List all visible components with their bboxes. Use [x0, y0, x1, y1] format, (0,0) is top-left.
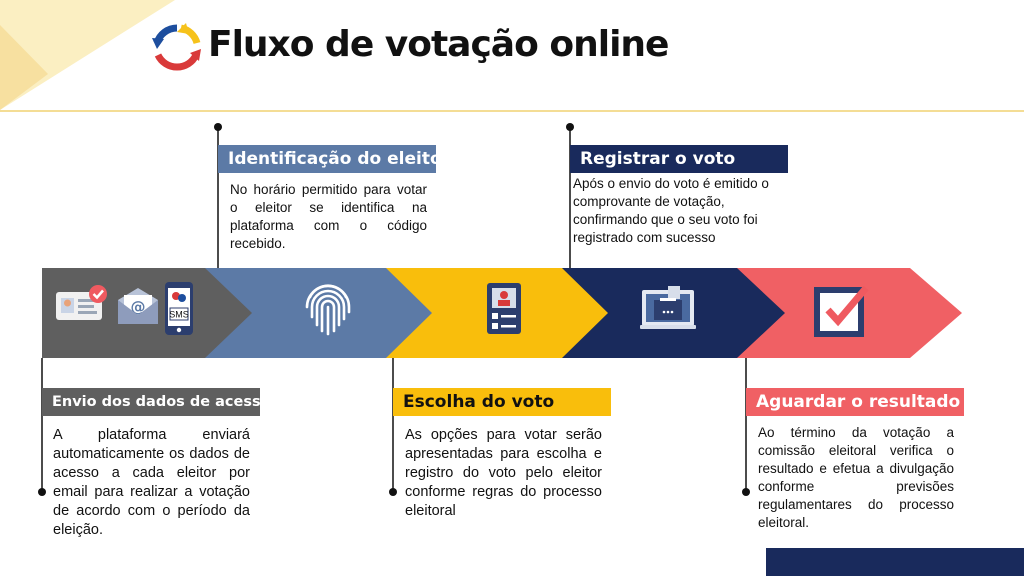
step-4-description: Após o envio do voto é emitido o comprovante de votação, confirmando que o seu voto foi registrado com sucesso — [573, 176, 769, 245]
step-5-description: Ao término da votação a comissão eleitoral verifica o resultado e efetua a divulgação conforme previsões regulamentares do processo eleitoral. — [758, 425, 954, 530]
ballot-box-screen-icon — [640, 284, 696, 330]
step-1-title: Envio dos dados de acesso — [42, 388, 260, 416]
step-2-description: No horário permitido para votar o eleitor se identifica na plataforma com o código recebido. — [230, 182, 427, 251]
step-3-description: As opções para votar serão apresentadas para escolha e registro do voto pelo eleitor conforme regras do processo eleitoral — [405, 427, 602, 519]
page-title: Fluxo de votação online — [208, 24, 669, 65]
step-4-title: Registrar o voto — [570, 145, 788, 173]
step-3-title: Escolha do voto — [393, 388, 611, 416]
step-2-title: Identificação do eleitor — [218, 145, 436, 173]
step-5-title: Aguardar o resultado — [746, 388, 964, 416]
email-icon — [116, 286, 160, 326]
step-1-description: A plataforma enviará automaticamente os dados de acesso a cada eleitor por email para realizar a votação de acordo com o período da eleição. — [53, 427, 250, 538]
checkbox-icon — [814, 282, 872, 338]
id-card-icon — [55, 284, 110, 324]
svg-text:@: @ — [130, 298, 146, 316]
sms-phone-icon — [164, 281, 194, 336]
sms-label: SMS — [169, 309, 189, 320]
fingerprint-icon — [302, 279, 354, 337]
ballot-document-icon — [486, 282, 524, 336]
